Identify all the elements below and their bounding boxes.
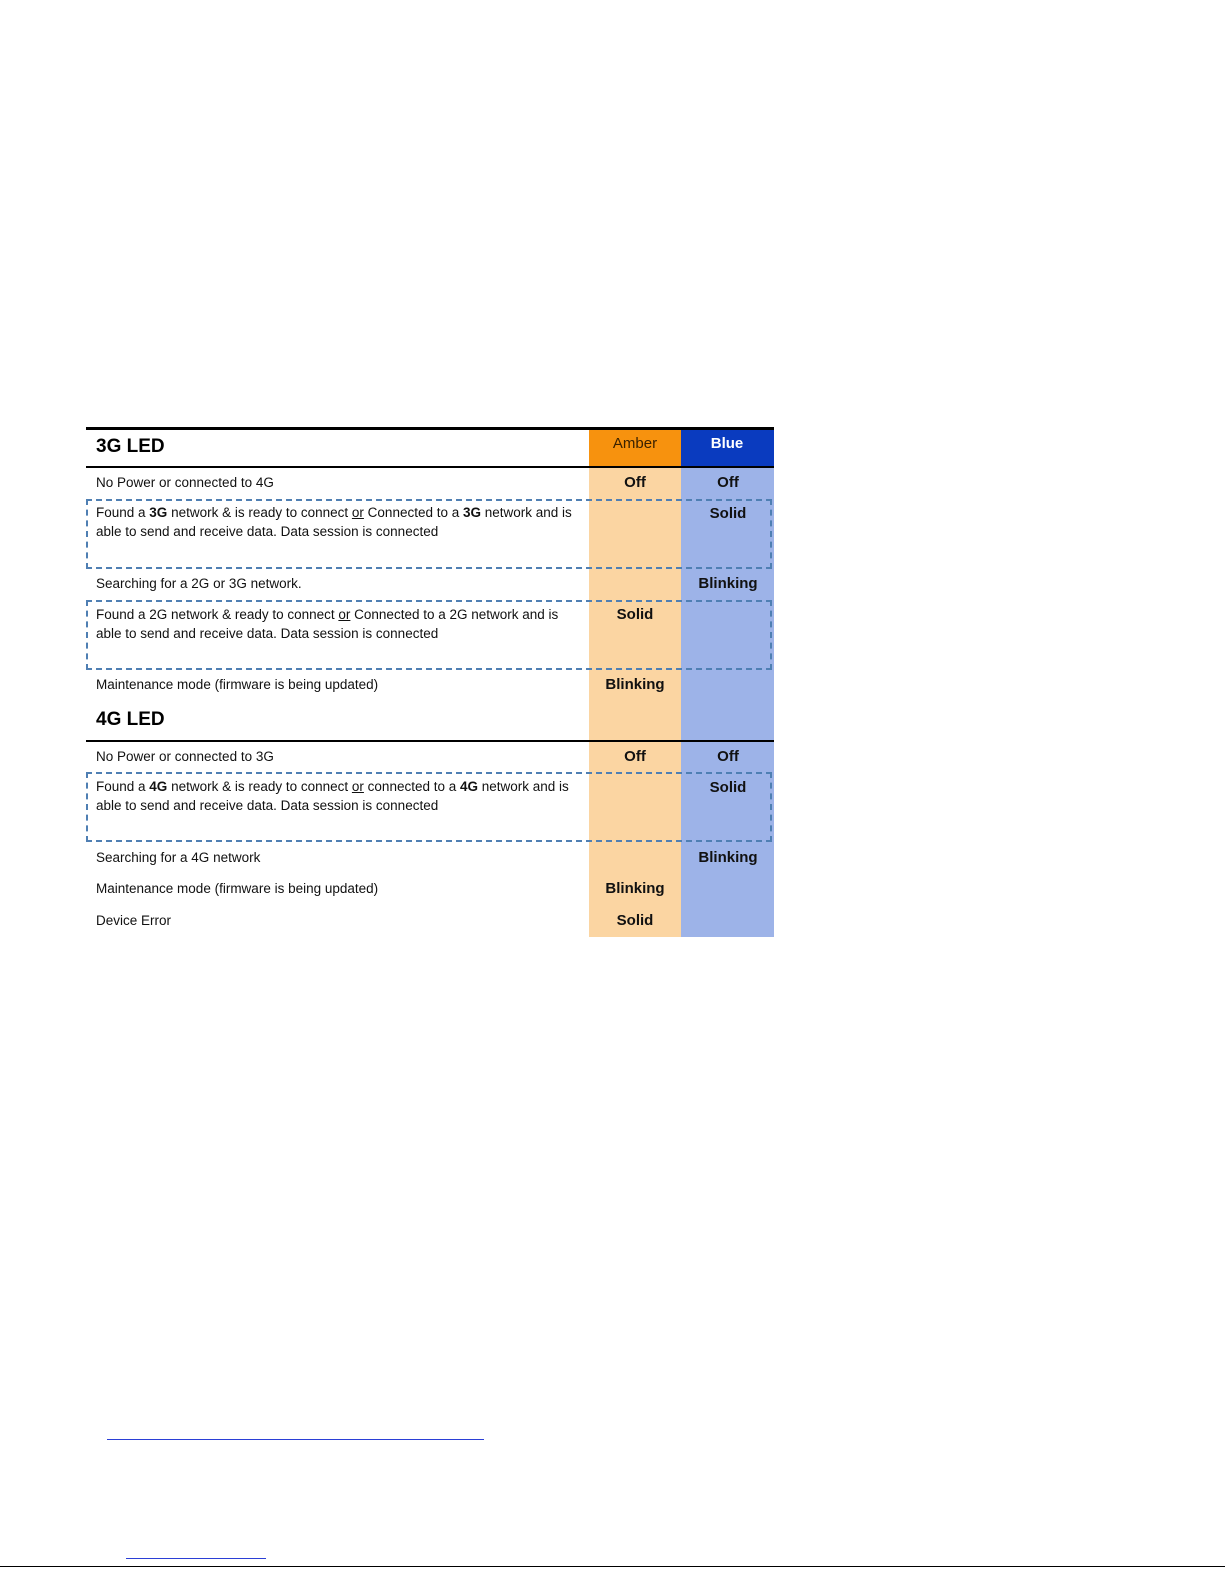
row-3g-1-blue: Off — [717, 474, 739, 491]
row-3g-5-desc: Maintenance mode (firmware is being updated) — [96, 677, 379, 692]
amber-header-label: Amber — [612, 435, 658, 452]
row-4g-1-blue: Off — [717, 748, 739, 765]
page-bottom-rule — [0, 1566, 1225, 1567]
row-4g-4-amber: Blinking — [605, 880, 665, 897]
row-3g-5-amber: Blinking — [605, 676, 665, 693]
led-status-table — [86, 427, 774, 937]
row-4g-5-desc: Device Error — [96, 913, 172, 928]
row-3g-4-desc: Found a 2G network & ready to connect or Connected to a 2G network and is able to send and receive data. Data session is connected — [96, 607, 559, 641]
row-4g-4-desc: Maintenance mode (firmware is being updated) — [96, 881, 379, 896]
header-rule-3g — [86, 466, 774, 468]
row-4g-2-desc: Found a 4G network & is ready to connect or connected to a 4G network and is able to send and receive data. Data session is connected — [96, 779, 569, 813]
row-4g-1-desc: No Power or connected to 3G — [96, 749, 274, 764]
row-3g-1-amber: Off — [624, 474, 646, 491]
blue-header-label: Blue — [710, 435, 744, 452]
row-3g-4-amber: Solid — [616, 606, 654, 623]
row-3g-2-blue: Solid — [709, 505, 747, 522]
row-3g-3-desc: Searching for a 2G or 3G network. — [96, 576, 302, 591]
row-3g-1-desc: No Power or connected to 4G — [96, 475, 274, 490]
row-4g-3-blue: Blinking — [698, 849, 758, 866]
section-title-4g: 4G LED — [96, 709, 165, 730]
row-4g-2-blue: Solid — [709, 779, 747, 796]
row-3g-2-desc: Found a 3G network & is ready to connect or Connected to a 3G network and is able to send and receive data. Data session is connected — [96, 505, 572, 539]
footnote-link-underline-1[interactable] — [107, 1439, 484, 1440]
header-rule-4g — [86, 740, 774, 742]
row-3g-3-blue: Blinking — [698, 575, 758, 592]
table-top-rule — [86, 427, 774, 430]
row-4g-3-desc: Searching for a 4G network — [96, 850, 261, 865]
footnote-link-underline-2[interactable] — [126, 1558, 266, 1559]
row-4g-1-amber: Off — [624, 748, 646, 765]
row-4g-5-amber: Solid — [616, 912, 654, 929]
section-title-3g: 3G LED — [96, 436, 165, 457]
